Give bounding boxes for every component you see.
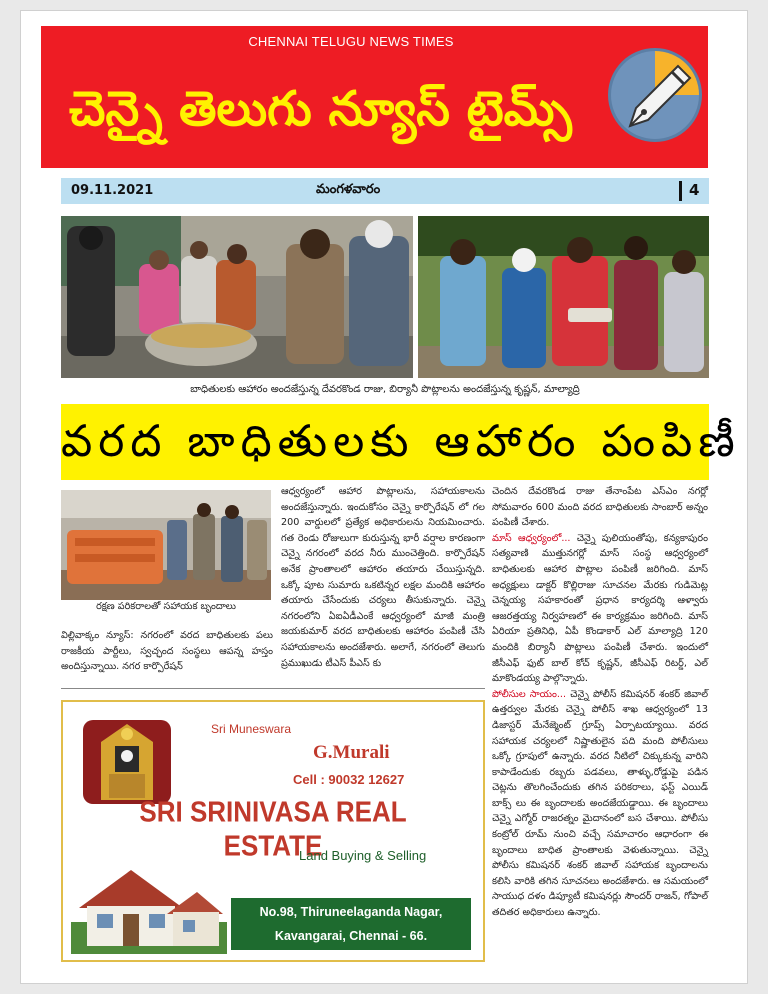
masthead-english-title: CHENNAI TELUGU NEWS TIMES xyxy=(248,34,454,49)
article-col3-p1: చెందిన దేవరకొండ రాజు తేనాంపేట ఎస్ఎం నగర్లో సోమవారం 600 మంది వరద బాధితులకు సాంబార్ అన్నం పంపిణీ చేశారు. xyxy=(492,486,708,529)
photo-biryani-distribution xyxy=(418,216,709,378)
real-estate-advertisement xyxy=(61,700,485,962)
ad-service: Land Buying & Selling xyxy=(299,848,427,863)
ad-phone: Cell : 90032 12627 xyxy=(293,772,405,787)
masthead-telugu-title: చెన్నై తెలుగు న్యూస్ టైమ్స్ xyxy=(69,81,572,137)
issue-day: మంగళవారం xyxy=(316,182,381,197)
headline: వరద బాధితులకు ఆహారం పంపిణీ xyxy=(61,404,709,480)
ad-address-line-1: No.98, Thiruneelaganda Nagar, xyxy=(259,905,443,919)
article-column-2 xyxy=(281,484,485,671)
fountain-pen-nib-icon xyxy=(606,46,704,144)
article-col3-p2: చెన్నై పులియంతోపు, కన్యకాపురం సత్యవాణి ముత్తునగర్లో మాస్ సంస్థ ఆధ్వర్యంలో బాధితులకు ఆహార పొట్లాల పంపిణీ జరిగింది. మాస్ అధ్యక్షులు డాక్టర్ కొల్లిరాజు సూచనల మేరకు గుడిమెట్ల చెన్నయ్య సహకారంతో ప్రధాన కార్యదర్శి ఆళ్వారు ఆజరత్తయ్య నిర్వహణలో ఈ కార్యక్రమం జరిగింది. మాస్ ఏరియా ప్రతినిధి, ఏపీ కొండాకార్ ఎల్ మాల్యాద్రి 120 మందికి బిర్యానీ పొట్లాలు పంపిణీ చేశారు. ఇందులో జీసీఎఫ్ ఫుట్ బాల్ కోచ్ కృష్ణన్, జీసీఎఫ్ రిటర్డ్, ఎల్ మాకొండయ్య పాల్గొన్నారు. xyxy=(492,532,708,685)
photo-food-distribution xyxy=(61,216,413,378)
photo-rescue-teams xyxy=(61,490,271,600)
article-col2-text: ఆధ్వర్యంలో ఆహార పొట్లాలను, సహాయకాలను అందజేస్తున్నారు. ఇందుకోసం చెన్నై కార్పొరేషన్ లో గల 200 వార్డులలో ప్రత్యేక అధికారులను నియమించారు. గత రెండు రోజులుగా కురుస్తున్న భారీ వర్షాల కారణంగా చెన్నై నగరంలో వరద నీరు ముంచెత్తింది. కార్పొరేషన్ అనేక ప్రాంతాలలో ఆహారం తయారు చేయిస్తున్నది. ఒక్కో పూట సుమారు ఒకటిన్నర లక్షల మందికి ఆహారం తయారు చేసేందుకు చర్యలు తీసుకున్నారు. చెన్నై నగరంలోని ఏఐఏడీఎంకే ఆధ్వర్యంలో మాజీ మంత్రి జయకుమార్ వరద బాధితులకు ఆహారం పంపిణీ చేసి సహాయకాలను అందజేశారు. అలాగే, నగరంలో తెలుగు ప్రముఖుడు టీఎస్ పీఎస్ కు xyxy=(281,486,485,669)
issue-date: 09.11.2021 xyxy=(71,183,154,198)
photo-food-distribution-image xyxy=(61,216,413,378)
ad-deity-label: Sri Muneswara xyxy=(211,722,292,736)
subheading-police: పోలీసుల సాయం... xyxy=(492,688,567,700)
ad-firm-name: SRI SRINIVASA REAL ESTATE xyxy=(139,794,407,862)
rescue-photo-caption: రక్షణ పరికరాలతో సహాయక బృందాలు xyxy=(96,601,236,612)
article-ad-divider xyxy=(61,688,485,689)
ad-address-line-2: Kavangarai, Chennai - 66. xyxy=(274,929,428,943)
article-column-3 xyxy=(492,484,708,921)
page-number-divider xyxy=(679,181,682,201)
article-column-1 xyxy=(61,628,273,675)
photo-caption: బాధితులకు ఆహారం అందజేస్తున్న దేవరకొండ రాజు, బిర్యానీ పొట్లాలను అందజేస్తున్న కృష్ణన్, మాల్యాద్రి xyxy=(190,384,580,395)
ad-address xyxy=(231,898,471,950)
date-bar xyxy=(61,178,709,204)
ad-owner-name: G.Murali xyxy=(313,742,390,763)
house-illustration-icon xyxy=(71,852,227,954)
subheading-mass: మాస్ ఆధ్వర్యంలో... xyxy=(492,532,571,544)
photo-biryani-distribution-image xyxy=(418,216,709,378)
page-number: 4 xyxy=(689,181,700,199)
photo-rescue-teams-image xyxy=(61,490,271,600)
article-intro: విల్లివాక్కం న్యూస్: నగరంలో వరద బాధితులకు పలు రాజకీయ పార్టీలు, స్వచ్ఛంద సంస్థలు ఆపన్న హస్తం అందిస్తున్నాయి. నగర కార్పొరేషన్ xyxy=(61,630,273,673)
article-col3-p3: చెన్నై పోలీస్ కమిషనర్ శంకర్ జివాల్ ఉత్తర్వుల మేరకు చెన్నై పోలీస్ శాఖ ఆధ్వర్యంలో 13 డిజాస్టర్ మేనేజ్మెంట్ గ్రూప్స్ ఏర్పాటయ్యాయి. వరద సహాయక చర్యలలో నిష్ణాతులైన పది మంది పోలీసులు ఒక్కో గ్రూపులో ఉన్నారు. వరద నీటిలో చిక్కుకున్న వారిని కాపాడేందుకు రబ్బరు పడవలు, తాళ్ళు,రోడ్డుపై పడిన చెట్లను తొలగించేందుకు తగిన పరికరాలు, ఫస్ట్ ఎయిడ్ బాక్స్ లు ఈ బృందాలకు అందజేయడ్డాయి. ఈ బృందాలు చెన్నై ఎగ్మోర్ రాజరత్నం మైదానంలో బస చేశాయి. పోలీసు కంట్రోల్ రూమ్ నుంచి వచ్చే సమాచారం ఆధారంగా ఈ బృందాలు బాధిత ప్రాంతాలకు వెళుతున్నాయి. చెన్నై పోలీసు కమిషనర్ శంకర్ జివాల్ సహాయక బృందాలను కలిసి వారికి తగిన సూచనలు అందజేశారు. ఆ సమయంలో సాయుధ దళం డిప్యూటీ కమిషనర్లు సౌందర్ రాజన్, గోపాల్ తదితర అధికారులు ఉన్నారు. xyxy=(492,688,708,919)
masthead xyxy=(41,26,708,168)
